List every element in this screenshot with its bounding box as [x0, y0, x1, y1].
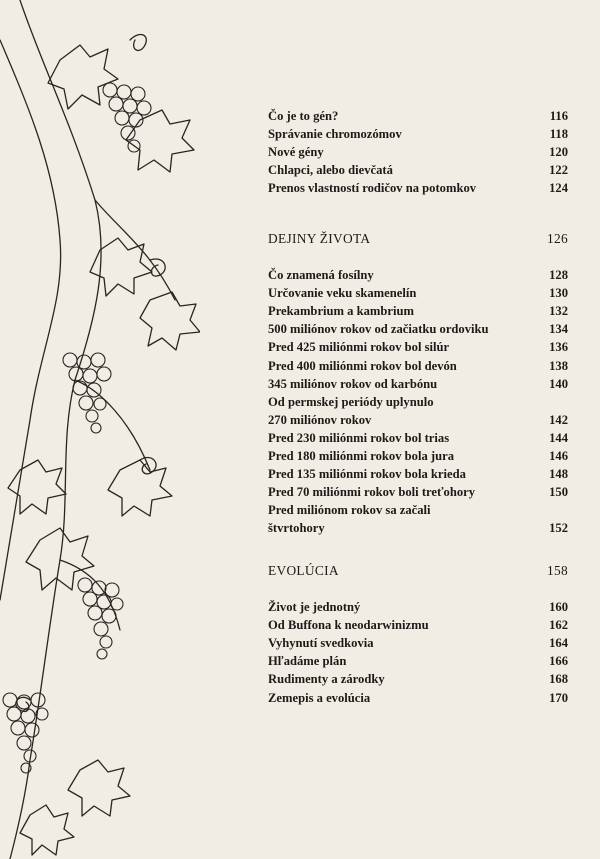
entry-title: 345 miliónov rokov od karbónu: [268, 376, 438, 391]
toc-entry: [268, 635, 568, 652]
entry-title: DEJINY ŽIVOTA: [268, 231, 371, 246]
toc-entry: [268, 162, 568, 179]
entry-title: 500 miliónov rokov od začiatku ordoviku: [268, 322, 489, 337]
toc-entry: [268, 394, 568, 411]
toc-entry: [268, 653, 568, 670]
page-number: 120: [549, 145, 568, 160]
page-number: 124: [549, 181, 568, 196]
toc-entry: [268, 412, 568, 429]
page-number: 152: [549, 521, 568, 536]
page-number: 126: [547, 231, 568, 246]
entry-title: Pred miliónom rokov sa začali: [268, 503, 431, 518]
toc-entry: [268, 376, 568, 393]
page-number: 132: [549, 304, 568, 319]
toc-entry: [268, 690, 568, 707]
toc-entry: [268, 303, 568, 320]
toc-entry: [268, 599, 568, 616]
page-number: 140: [549, 376, 568, 391]
toc-entry: [268, 430, 568, 447]
entry-title: Pred 425 miliónmi rokov bol silúr: [268, 340, 450, 355]
toc-entry: [268, 267, 568, 284]
entry-title: Od permskej periódy uplynulo: [268, 394, 434, 409]
page-number: 148: [549, 467, 568, 482]
toc-entry: [268, 339, 568, 356]
toc-entry: [268, 520, 568, 537]
entry-title: Život je jednotný: [268, 600, 361, 614]
page-number: 162: [549, 618, 568, 633]
page-number: 122: [549, 163, 568, 178]
entry-title: Chlapci, alebo dievčatá: [268, 163, 393, 178]
entry-title: Čo je to gén?: [268, 109, 339, 123]
entry-title: Prenos vlastností rodičov na potomkov: [268, 181, 477, 196]
entry-title: Prekambrium a kambrium: [268, 304, 414, 319]
entry-title: Správanie chromozómov: [268, 127, 402, 142]
toc-entry: [268, 502, 568, 519]
section-heading: [268, 562, 568, 580]
page-number: 130: [549, 286, 568, 301]
toc-entry: [268, 617, 568, 634]
entry-title: Pred 230 miliónmi rokov bol trias: [268, 430, 450, 445]
entry-title: 270 miliónov rokov: [268, 412, 372, 427]
toc-entry: [268, 358, 568, 375]
toc-entry: [268, 484, 568, 501]
toc-entry: [268, 285, 568, 302]
page-number: 144: [549, 430, 568, 445]
entry-title: Určovanie veku skamenelín: [268, 286, 417, 301]
entry-title: Vyhynutí svedkovia: [268, 636, 374, 651]
toc-entry: [268, 108, 568, 125]
toc-entry: [268, 671, 568, 688]
page-number: 146: [549, 449, 568, 463]
entry-title: Čo znamená fosílny: [268, 268, 374, 282]
entry-title: Zemepis a evolúcia: [268, 690, 371, 705]
grapevine-illustration: [0, 0, 200, 859]
entry-title: Hľadáme plán: [268, 654, 347, 669]
entry-title: EVOLÚCIA: [268, 563, 339, 578]
toc-entry: [268, 321, 568, 338]
page-number: 170: [549, 690, 568, 705]
table-of-contents: [268, 0, 568, 859]
page-number: 128: [549, 268, 568, 282]
toc-entry: [268, 126, 568, 143]
entry-title: Rudimenty a zárodky: [268, 672, 385, 687]
page-number: 150: [549, 485, 568, 500]
section-heading: [268, 230, 568, 248]
toc-entry: [268, 448, 568, 465]
page-number: 142: [549, 412, 568, 427]
page-number: 164: [549, 636, 568, 651]
entry-title: Pred 135 miliónmi rokov bola krieda: [268, 467, 466, 482]
page-number: 116: [549, 109, 568, 123]
entry-title: štvrtohory: [268, 521, 325, 536]
entry-title: Nové gény: [268, 145, 324, 160]
entry-title: Od Buffona k neodarwinizmu: [268, 618, 429, 633]
page-number: 158: [547, 563, 568, 578]
page-number: 138: [549, 358, 568, 373]
page-number: 134: [549, 322, 568, 337]
page-number: 118: [549, 127, 568, 142]
toc-entry: [268, 144, 568, 161]
page-number: 166: [549, 654, 568, 669]
page-number: 160: [549, 600, 568, 614]
page-number: 168: [549, 672, 568, 687]
entry-title: Pred 70 miliónmi rokov boli treťohory: [268, 485, 476, 500]
entry-title: Pred 180 miliónmi rokov bola jura: [268, 449, 454, 463]
toc-entry: [268, 466, 568, 483]
entry-title: Pred 400 miliónmi rokov bol devón: [268, 358, 457, 373]
toc-entry: [268, 180, 568, 197]
page-number: 136: [549, 340, 568, 355]
